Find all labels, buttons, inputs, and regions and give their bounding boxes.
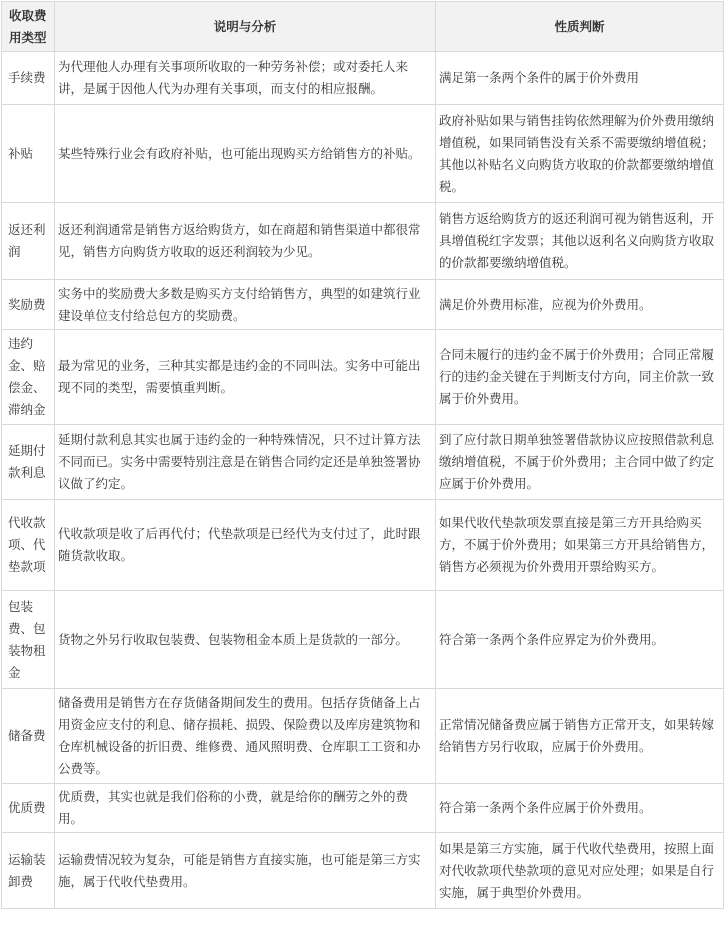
explanation-cell: 最为常见的业务，三种其实都是违约金的不同叫法。实务中可能出现不同的类型，需要慎重判断。 [55,330,436,425]
table-row [2,591,724,689]
header-row [2,2,724,52]
nature-cell: 如果代收代垫款项发票直接是第三方开具给购买方，不属于价外费用；如果第三方开具给销售方，销售方必须视为价外费用开票给购买方。 [436,500,724,591]
fee-type-cell: 奖励费 [2,280,55,330]
fee-type-cell: 补贴 [2,105,55,203]
explanation-cell: 某些特殊行业会有政府补贴，也可能出现购买方给销售方的补贴。 [55,105,436,203]
nature-cell: 政府补贴如果与销售挂钩依然理解为价外费用缴纳增值税，如果同销售没有关系不需要缴纳增值税；其他以补贴名义向购货方收取的价款都要缴纳增值税。 [436,105,724,203]
fee-type-cell: 延期付款利息 [2,425,55,500]
explanation-cell: 返还利润通常是销售方返给购货方，如在商超和销售渠道中都很常见，销售方向购货方收取的返还利润较为少见。 [55,203,436,280]
fee-type-cell: 手续费 [2,52,55,105]
nature-cell: 满足价外费用标准，应视为价外费用。 [436,280,724,330]
header-fee-type-line1: 收取费 [9,7,47,23]
table-row [2,280,724,330]
header-fee-type-line2: 用类型 [9,29,47,45]
fee-type-table [1,1,724,909]
table-row [2,52,724,105]
table-row [2,833,724,909]
nature-cell: 正常情况储备费应属于销售方正常开支，如果转嫁给销售方另行收取，应属于价外费用。 [436,689,724,784]
table-row [2,425,724,500]
fee-type-cell: 返还利润 [2,203,55,280]
header-fee-type [2,2,55,52]
nature-cell: 符合第一条两个条件应属于价外费用。 [436,784,724,833]
nature-cell: 符合第一条两个条件应界定为价外费用。 [436,591,724,689]
fee-type-cell: 违约金、赔偿金、滞纳金 [2,330,55,425]
fee-type-cell: 储备费 [2,689,55,784]
table-row [2,784,724,833]
table-row [2,105,724,203]
explanation-cell: 实务中的奖励费大多数是购买方支付给销售方，典型的如建筑行业建设单位支付给总包方的奖励费。 [55,280,436,330]
table-row [2,689,724,784]
fee-type-cell: 代收款项、代垫款项 [2,500,55,591]
explanation-cell: 延期付款利息其实也属于违约金的一种特殊情况，只不过计算方法不同而已。实务中需要特别注意是在销售合同约定还是单独签署协议做了约定。 [55,425,436,500]
table-row [2,330,724,425]
nature-cell: 合同未履行的违约金不属于价外费用；合同正常履行的违约金关键在于判断支付方向，同主价款一致属于价外费用。 [436,330,724,425]
fee-type-cell: 优质费 [2,784,55,833]
explanation-cell: 货物之外另行收取包装费、包装物租金本质上是货款的一部分。 [55,591,436,689]
header-nature: 性质判断 [436,2,724,52]
explanation-cell: 运输费情况较为复杂，可能是销售方直接实施，也可能是第三方实施，属于代收代垫费用。 [55,833,436,909]
explanation-cell: 优质费，其实也就是我们俗称的小费，就是给你的酬劳之外的费用。 [55,784,436,833]
fee-type-cell: 包装费、包装物租金 [2,591,55,689]
table-row [2,203,724,280]
explanation-cell: 代收款项是收了后再代付；代垫款项是已经代为支付过了，此时跟随货款收取。 [55,500,436,591]
table-row [2,500,724,591]
explanation-cell: 为代理他人办理有关事项所收取的一种劳务补偿；或对委托人来讲，是属于因他人代为办理有关事项，而支付的相应报酬。 [55,52,436,105]
nature-cell: 如果是第三方实施，属于代收代垫费用，按照上面对代收款项代垫款项的意见对应处理；如果是自行实施，属于典型价外费用。 [436,833,724,909]
nature-cell: 销售方返给购货方的返还利润可视为销售返利，开具增值税红字发票；其他以返利名义向购货方收取的价款都要缴纳增值税。 [436,203,724,280]
explanation-cell: 储备费用是销售方在存货储备期间发生的费用。包括存货储备上占用资金应支付的利息、储存损耗、损毁、保险费以及库房建筑物和仓库机械设备的折旧费、维修费、通风照明费、仓库职工工资和办公费等。 [55,689,436,784]
fee-type-cell: 运输装卸费 [2,833,55,909]
nature-cell: 到了应付款日期单独签署借款协议应按照借款利息缴纳增值税，不属于价外费用；主合同中做了约定应属于价外费用。 [436,425,724,500]
header-explanation: 说明与分析 [55,2,436,52]
nature-cell: 满足第一条两个条件的属于价外费用 [436,52,724,105]
